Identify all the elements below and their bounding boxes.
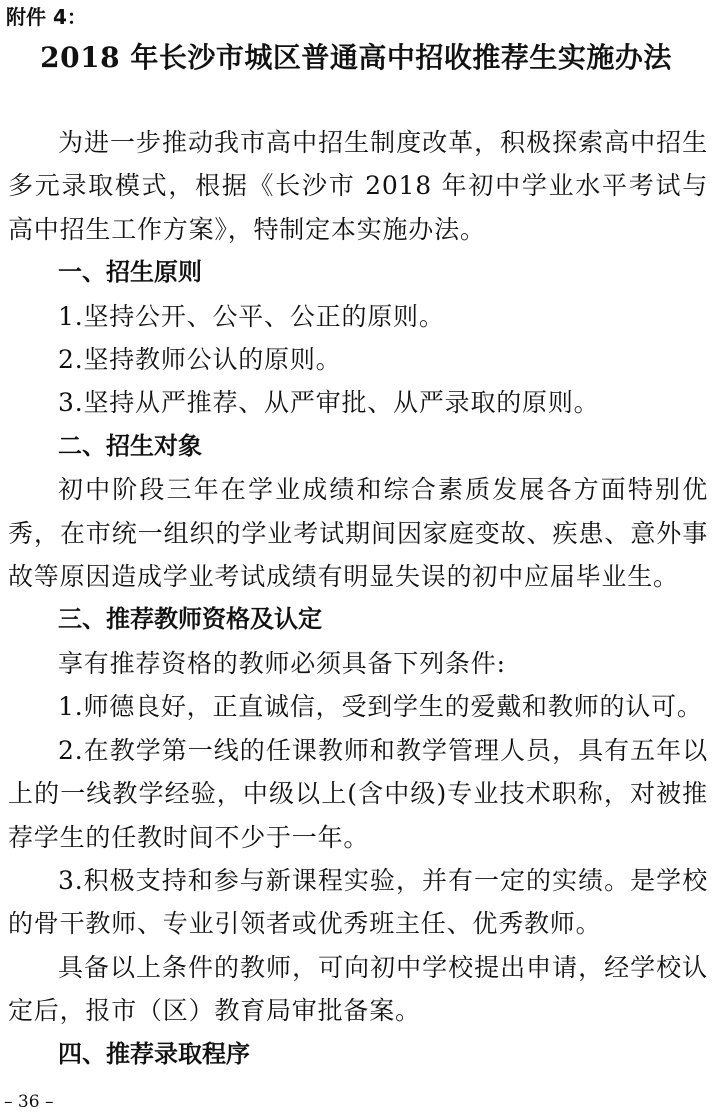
qualification-item: 2.在教学第一线的任课教师和教学管理人员，具有五年以上的一线教学经验，中级以上(含中级)专业技术职称，对被推荐学生的任教时间不少于一年。 bbox=[8, 735, 708, 852]
intro-paragraph: 为进一步推动我市高中招生制度改革，积极探索高中招生多元录取模式，根据《长沙市 2018 年初中学业水平考试与高中招生工作方案》，特制定本实施办法。 bbox=[8, 128, 708, 244]
section-heading-teacher-qualification: 三、推荐教师资格及认定 bbox=[58, 605, 322, 634]
principle-item: 2.坚持教师公认的原则。 bbox=[58, 345, 342, 375]
principle-item: 3.坚持从严推荐、从严审批、从严录取的原则。 bbox=[58, 388, 600, 418]
qualification-item: 3.积极支持和参与新课程实验，并有一定的实绩。是学校的骨干教师、专业引领者或优秀班主任、优秀教师。 bbox=[8, 865, 708, 939]
attachment-label: 附件 4： bbox=[6, 5, 87, 29]
principle-item: 1.坚持公开、公平、公正的原则。 bbox=[58, 301, 445, 331]
section-heading-targets: 二、招生对象 bbox=[58, 431, 202, 460]
qualification-closing: 具备以上条件的教师，可向初中学校提出申请，经学校认定后，报市（区）教育局审批备案。 bbox=[8, 952, 708, 1026]
document-body bbox=[8, 121, 708, 1076]
section-heading-principles: 一、招生原则 bbox=[58, 258, 202, 287]
targets-paragraph: 初中阶段三年在学业成绩和综合素质发展各方面特别优秀，在市统一组织的学业考试期间因家庭变故、疾患、意外事故等原因造成学业考试成绩有明显失误的初中应届毕业生。 bbox=[8, 475, 708, 592]
page-number: – 36 – bbox=[4, 1092, 54, 1112]
qualification-item: 1.师德良好，正直诚信，受到学生的爱戴和教师的认可。 bbox=[58, 692, 703, 722]
qualification-lead: 享有推荐资格的教师必须具备下列条件: bbox=[58, 648, 506, 678]
section-heading-procedure: 四、推荐录取程序 bbox=[58, 1039, 250, 1068]
document-title: 2018 年长沙市城区普通高中招收推荐生实施办法 bbox=[40, 41, 672, 74]
